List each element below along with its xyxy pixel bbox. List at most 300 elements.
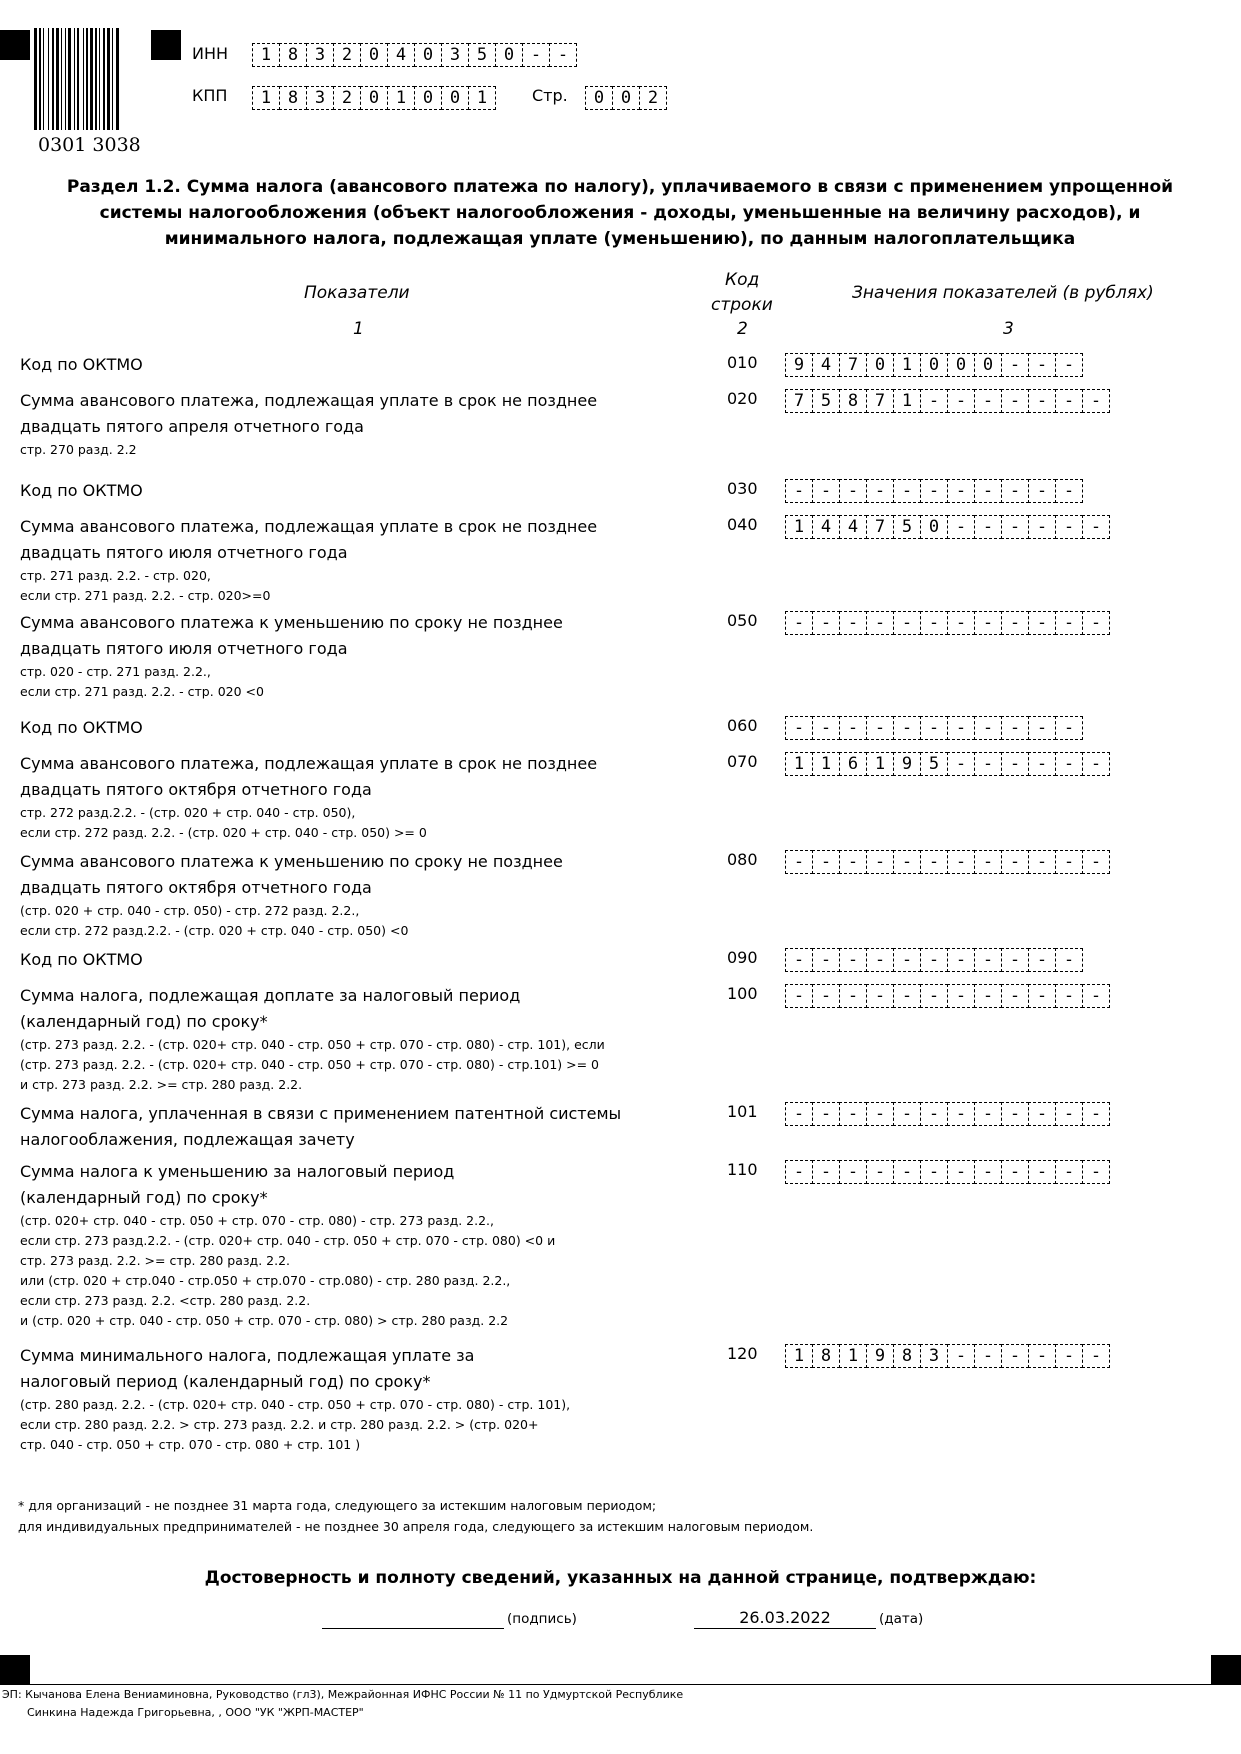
row-label: Сумма авансового платежа, подлежащая уплате в срок не позднее (20, 517, 598, 536)
digit-cell[interactable]: - (893, 611, 921, 635)
digit-cell[interactable]: - (839, 850, 867, 874)
digit-cell[interactable]: - (866, 850, 894, 874)
digit-cell[interactable]: - (974, 984, 1002, 1008)
digit-cell[interactable]: 7 (785, 389, 813, 413)
row-100 (20, 983, 660, 1095)
digit-cell[interactable]: 1 (812, 752, 840, 776)
digit-cell[interactable]: - (1001, 984, 1029, 1008)
row-code: 040 (727, 515, 758, 534)
row-code: 070 (727, 752, 758, 771)
inn-label: ИНН (192, 44, 229, 63)
digit-cell[interactable]: - (1028, 1160, 1056, 1184)
digit-cell[interactable]: - (920, 716, 948, 740)
inn-cells (252, 43, 576, 67)
digit-cell[interactable]: - (947, 984, 975, 1008)
digit-cell[interactable]: 2 (333, 86, 361, 110)
digit-cell[interactable]: - (839, 984, 867, 1008)
barcode (34, 28, 146, 140)
digit-cell[interactable]: 1 (252, 86, 280, 110)
footnote-line: * для организаций - не позднее 31 марта года, следующего за истекшим налоговым периодом; (18, 1498, 657, 1513)
row-formula-note: стр. 272 разд.2.2. - (стр. 020 + стр. 040 - стр. 050), (20, 805, 356, 820)
corner-marker-bottom-left (0, 1655, 30, 1685)
digit-cell[interactable]: - (1001, 1160, 1029, 1184)
digit-cell[interactable]: - (1028, 479, 1056, 503)
digit-cell[interactable]: 9 (785, 353, 813, 377)
digit-cell[interactable]: 8 (839, 389, 867, 413)
row-label: Сумма налога к уменьшению за налоговый период (20, 1162, 455, 1181)
digit-cell[interactable]: - (839, 479, 867, 503)
digit-cell[interactable]: - (947, 515, 975, 539)
digit-cell[interactable]: - (947, 1102, 975, 1126)
digit-cell[interactable]: 5 (893, 515, 921, 539)
digit-cell[interactable]: - (920, 1102, 948, 1126)
digit-cell[interactable]: 7 (866, 515, 894, 539)
row-code: 010 (727, 353, 758, 372)
digit-cell[interactable]: 0 (495, 43, 523, 67)
digit-cell[interactable]: - (1001, 752, 1029, 776)
digit-cell[interactable]: - (1028, 389, 1056, 413)
row-formula-note: (стр. 273 разд. 2.2. - (стр. 020+ стр. 040 - стр. 050 + стр. 070 - стр. 080) - стр.101) >= 0 (20, 1057, 599, 1072)
corner-marker-top-left (0, 30, 30, 60)
digit-cell[interactable]: - (920, 850, 948, 874)
digit-cell[interactable]: - (1082, 752, 1110, 776)
row-formula-note: (стр. 280 разд. 2.2. - (стр. 020+ стр. 040 - стр. 050 + стр. 070 - стр. 080) - стр. 101), (20, 1397, 571, 1412)
digit-cell[interactable]: - (1001, 1344, 1029, 1368)
digit-cell[interactable]: 2 (639, 86, 667, 110)
value-cells-010 (785, 353, 1082, 377)
digit-cell[interactable]: 7 (866, 389, 894, 413)
barcode-bar (116, 28, 119, 130)
digit-cell[interactable]: - (1055, 948, 1083, 972)
row-label: двадцать пятого июля отчетного года (20, 543, 348, 562)
row-code: 100 (727, 984, 758, 1003)
digit-cell[interactable]: - (785, 984, 813, 1008)
column-header-indicators: Показатели (304, 283, 410, 303)
digit-cell[interactable]: 4 (812, 515, 840, 539)
row-formula-note: если стр. 273 разд. 2.2. <стр. 280 разд. 2.2. (20, 1293, 311, 1308)
digit-cell[interactable]: - (974, 1160, 1002, 1184)
digit-cell[interactable]: - (1055, 515, 1083, 539)
digit-cell[interactable]: - (1082, 984, 1110, 1008)
digit-cell[interactable]: 0 (414, 43, 442, 67)
barcode-bar (68, 28, 71, 130)
digit-cell[interactable]: 1 (252, 43, 280, 67)
digit-cell[interactable]: - (1028, 353, 1056, 377)
digit-cell[interactable]: 0 (866, 353, 894, 377)
value-cells-070 (785, 752, 1109, 776)
digit-cell[interactable]: 3 (441, 43, 469, 67)
digit-cell[interactable]: - (812, 1160, 840, 1184)
barcode-bar (56, 28, 59, 130)
value-cells-030 (785, 479, 1082, 503)
row-formula-note: если стр. 271 разд. 2.2. - стр. 020>=0 (20, 588, 271, 603)
digit-cell[interactable]: - (1055, 850, 1083, 874)
digit-cell[interactable]: - (1055, 716, 1083, 740)
digit-cell[interactable]: 0 (612, 86, 640, 110)
digit-cell[interactable]: 0 (360, 43, 388, 67)
barcode-bar (95, 28, 97, 130)
digit-cell[interactable]: - (1001, 948, 1029, 972)
digit-cell[interactable]: 9 (866, 1344, 894, 1368)
row-label: Сумма авансового платежа, подлежащая уплате в срок не позднее (20, 391, 598, 410)
digit-cell[interactable]: - (1055, 611, 1083, 635)
digit-cell[interactable]: 1 (785, 515, 813, 539)
date-field[interactable] (694, 1608, 876, 1629)
digit-cell[interactable]: - (1082, 611, 1110, 635)
section-title-line: минимального налога, подлежащая уплате (уменьшению), по данным налогоплательщика (164, 229, 1076, 249)
digit-cell[interactable]: 1 (785, 752, 813, 776)
footnote (18, 1495, 813, 1537)
digit-cell[interactable]: 3 (306, 86, 334, 110)
digit-cell[interactable]: - (1055, 1160, 1083, 1184)
digit-cell[interactable]: - (893, 948, 921, 972)
date-value: 26.03.2022 (739, 1608, 831, 1627)
row-label: (календарный год) по сроку* (20, 1188, 268, 1207)
digit-cell[interactable]: - (839, 948, 867, 972)
digit-cell[interactable]: - (947, 850, 975, 874)
digit-cell[interactable]: - (974, 1102, 1002, 1126)
barcode-bar (39, 28, 41, 130)
digit-cell[interactable]: - (1028, 850, 1056, 874)
digit-cell[interactable]: - (893, 479, 921, 503)
row-label: (календарный год) по сроку* (20, 1012, 268, 1031)
digit-cell[interactable]: 3 (306, 43, 334, 67)
digit-cell[interactable]: 1 (387, 86, 415, 110)
digit-cell[interactable]: 1 (893, 353, 921, 377)
section-title-line: системы налогообложения (объект налогообложения - доходы, уменьшенные на величину расходов), и (99, 203, 1141, 223)
digit-cell[interactable]: - (866, 716, 894, 740)
digit-cell[interactable]: - (812, 611, 840, 635)
digit-cell[interactable]: - (1082, 515, 1110, 539)
digit-cell[interactable]: - (1001, 611, 1029, 635)
row-080 (20, 849, 660, 941)
digit-cell[interactable]: - (893, 984, 921, 1008)
row-code: 120 (727, 1344, 758, 1363)
digit-cell[interactable]: - (785, 1160, 813, 1184)
row-090 (20, 947, 660, 973)
row-label: Сумма налога, уплаченная в связи с применением патентной системы (20, 1104, 622, 1123)
row-label: двадцать пятого октября отчетного года (20, 780, 372, 799)
digit-cell[interactable]: - (893, 1160, 921, 1184)
row-label: Сумма авансового платежа к уменьшению по сроку не позднее (20, 613, 563, 632)
digit-cell[interactable]: - (1028, 1344, 1056, 1368)
digit-cell[interactable]: 9 (893, 752, 921, 776)
esign-line-2: Синкина Надежда Григорьевна, , ООО "УК "ЖРП-МАСТЕР" (27, 1706, 364, 1719)
digit-cell[interactable]: - (974, 515, 1002, 539)
digit-cell[interactable]: - (947, 948, 975, 972)
digit-cell[interactable]: - (522, 43, 550, 67)
row-060 (20, 715, 660, 741)
row-formula-note: стр. 020 - стр. 271 разд. 2.2., (20, 664, 211, 679)
digit-cell[interactable]: - (866, 1160, 894, 1184)
digit-cell[interactable]: - (866, 479, 894, 503)
digit-cell[interactable]: - (1055, 984, 1083, 1008)
digit-cell[interactable]: - (839, 611, 867, 635)
row-label: Сумма авансового платежа, подлежащая уплате в срок не позднее (20, 754, 598, 773)
barcode-bar (48, 28, 49, 130)
confirmation-text: Достоверность и полноту сведений, указанных на данной странице, подтверждаю: (204, 1568, 1037, 1588)
value-cells-050 (785, 611, 1109, 635)
barcode-bar (107, 28, 110, 130)
digit-cell[interactable]: 6 (839, 752, 867, 776)
digit-cell[interactable]: - (1028, 1102, 1056, 1126)
digit-cell[interactable]: - (974, 611, 1002, 635)
row-code: 101 (727, 1102, 758, 1121)
row-code: 030 (727, 479, 758, 498)
digit-cell[interactable]: - (920, 479, 948, 503)
digit-cell[interactable]: - (1082, 850, 1110, 874)
row-code: 050 (727, 611, 758, 630)
row-label: Код по ОКТМО (20, 950, 143, 969)
digit-cell[interactable]: - (812, 479, 840, 503)
value-cells-100 (785, 984, 1109, 1008)
row-formula-note: (стр. 273 разд. 2.2. - (стр. 020+ стр. 040 - стр. 050 + стр. 070 - стр. 080) - стр. 101), если (20, 1037, 605, 1052)
page-label: Стр. (532, 86, 568, 105)
digit-cell[interactable]: 0 (585, 86, 613, 110)
digit-cell[interactable]: 1 (866, 752, 894, 776)
digit-cell[interactable]: - (785, 479, 813, 503)
row-050 (20, 610, 660, 702)
digit-cell[interactable]: - (1001, 850, 1029, 874)
digit-cell[interactable]: - (1001, 1102, 1029, 1126)
digit-cell[interactable]: - (893, 716, 921, 740)
digit-cell[interactable]: 1 (893, 389, 921, 413)
row-formula-note: если стр. 272 разд.2.2. - (стр. 020 + стр. 040 - стр. 050) <0 (20, 923, 409, 938)
digit-cell[interactable]: 5 (920, 752, 948, 776)
barcode-bar (77, 28, 79, 130)
digit-cell[interactable]: 8 (812, 1344, 840, 1368)
digit-cell[interactable]: - (1082, 1102, 1110, 1126)
row-formula-note: если стр. 271 разд. 2.2. - стр. 020 <0 (20, 684, 264, 699)
digit-cell[interactable]: - (893, 1102, 921, 1126)
digit-cell[interactable]: - (785, 1102, 813, 1126)
esign-divider (0, 1684, 1241, 1685)
corner-marker-bottom-right (1211, 1655, 1241, 1685)
value-cells-060 (785, 716, 1082, 740)
esign-line-1: ЭП: Кычанова Елена Вениаминовна, Руководство (гл3), Межрайонная ИФНС России № 11 по Удмуртской Республике (2, 1688, 684, 1701)
digit-cell[interactable]: - (1082, 1160, 1110, 1184)
digit-cell[interactable]: - (839, 1160, 867, 1184)
row-label: Код по ОКТМО (20, 481, 143, 500)
digit-cell[interactable]: - (1001, 479, 1029, 503)
digit-cell[interactable]: 2 (333, 43, 361, 67)
digit-cell[interactable]: - (1055, 752, 1083, 776)
digit-cell[interactable]: - (1028, 611, 1056, 635)
row-label: Сумма авансового платежа к уменьшению по сроку не позднее (20, 852, 563, 871)
digit-cell[interactable]: - (1028, 948, 1056, 972)
digit-cell[interactable]: - (1055, 389, 1083, 413)
row-070 (20, 751, 660, 843)
digit-cell[interactable]: - (1055, 479, 1083, 503)
value-cells-020 (785, 389, 1109, 413)
digit-cell[interactable]: - (785, 948, 813, 972)
row-code: 090 (727, 948, 758, 967)
digit-cell[interactable]: 0 (441, 86, 469, 110)
row-label: налогооблажения, подлежащая зачету (20, 1130, 355, 1149)
digit-cell[interactable]: - (812, 984, 840, 1008)
digit-cell[interactable]: - (974, 389, 1002, 413)
kpp-cells (252, 86, 495, 110)
digit-cell[interactable]: - (785, 716, 813, 740)
digit-cell[interactable]: - (947, 611, 975, 635)
row-020 (20, 388, 660, 460)
digit-cell[interactable]: - (947, 752, 975, 776)
digit-cell[interactable]: - (1001, 716, 1029, 740)
digit-cell[interactable]: 0 (360, 86, 388, 110)
corner-marker-top-right (151, 30, 181, 60)
digit-cell[interactable]: - (974, 752, 1002, 776)
barcode-bar (112, 28, 113, 130)
digit-cell[interactable]: - (1082, 389, 1110, 413)
digit-cell[interactable]: - (974, 479, 1002, 503)
barcode-bar (43, 28, 44, 130)
digit-cell[interactable]: - (1028, 716, 1056, 740)
row-formula-note: если стр. 280 разд. 2.2. > стр. 273 разд. 2.2. и стр. 280 разд. 2.2. > (стр. 020+ (20, 1417, 539, 1432)
column-number-1: 1 (353, 319, 364, 339)
footnote-line: для индивидуальных предпринимателей - не позднее 30 апреля года, следующего за истекшим налоговым периодом. (18, 1519, 814, 1534)
barcode-bar (99, 28, 100, 130)
digit-cell[interactable]: 1 (839, 1344, 867, 1368)
digit-cell[interactable]: - (1082, 1344, 1110, 1368)
digit-cell[interactable]: - (920, 611, 948, 635)
digit-cell[interactable]: - (947, 1344, 975, 1368)
row-formula-note: стр. 271 разд. 2.2. - стр. 020, (20, 568, 211, 583)
digit-cell[interactable]: 0 (920, 515, 948, 539)
row-label: двадцать пятого июля отчетного года (20, 639, 348, 658)
digit-cell[interactable]: - (785, 850, 813, 874)
digit-cell[interactable]: - (1028, 515, 1056, 539)
digit-cell[interactable]: - (1001, 353, 1029, 377)
digit-cell[interactable]: - (920, 1160, 948, 1184)
digit-cell[interactable]: - (866, 984, 894, 1008)
digit-cell[interactable]: - (1028, 752, 1056, 776)
digit-cell[interactable]: 4 (839, 515, 867, 539)
barcode-bar (61, 28, 62, 130)
value-cells-090 (785, 948, 1082, 972)
row-110 (20, 1159, 660, 1331)
row-040 (20, 514, 660, 606)
page-cells (585, 86, 666, 110)
kpp-label: КПП (192, 86, 228, 105)
row-formula-note: стр. 270 разд. 2.2 (20, 442, 137, 457)
digit-cell[interactable]: - (974, 1344, 1002, 1368)
column-number-2: 2 (737, 319, 748, 339)
digit-cell[interactable]: - (812, 716, 840, 740)
column-header-code-1: Код (725, 270, 760, 290)
digit-cell[interactable]: 8 (893, 1344, 921, 1368)
barcode-bar (65, 28, 66, 130)
digit-cell[interactable]: - (812, 1102, 840, 1126)
digit-cell[interactable]: - (947, 389, 975, 413)
row-formula-note: или (стр. 020 + стр.040 - стр.050 + стр.070 - стр.080) - стр. 280 разд. 2.2., (20, 1273, 511, 1288)
digit-cell[interactable]: - (785, 611, 813, 635)
value-cells-120 (785, 1344, 1109, 1368)
row-label: Код по ОКТМО (20, 718, 143, 737)
digit-cell[interactable]: - (1055, 1102, 1083, 1126)
digit-cell[interactable]: - (1055, 1344, 1083, 1368)
barcode-bar (86, 28, 88, 130)
digit-cell[interactable]: 7 (839, 353, 867, 377)
digit-cell[interactable]: - (812, 948, 840, 972)
digit-cell[interactable]: - (974, 948, 1002, 972)
digit-cell[interactable]: 0 (414, 86, 442, 110)
digit-cell[interactable]: 4 (812, 353, 840, 377)
digit-cell[interactable]: - (920, 389, 948, 413)
digit-cell[interactable]: - (839, 1102, 867, 1126)
digit-cell[interactable]: 8 (279, 43, 307, 67)
column-number-3: 3 (1003, 319, 1014, 339)
digit-cell[interactable]: 1 (785, 1344, 813, 1368)
digit-cell[interactable]: 5 (468, 43, 496, 67)
row-formula-note: если стр. 273 разд.2.2. - (стр. 020+ стр. 040 - стр. 050 + стр. 070 - стр. 080) <0 и (20, 1233, 556, 1248)
barcode-bar (74, 28, 75, 130)
digit-cell[interactable]: 3 (920, 1344, 948, 1368)
value-cells-040 (785, 515, 1109, 539)
digit-cell[interactable]: - (866, 611, 894, 635)
digit-cell[interactable]: 0 (947, 353, 975, 377)
row-030 (20, 478, 660, 504)
row-label: Код по ОКТМО (20, 355, 143, 374)
date-label: (дата) (879, 1611, 924, 1627)
digit-cell[interactable]: - (920, 948, 948, 972)
digit-cell[interactable]: - (812, 850, 840, 874)
barcode-number: 0301 3038 (38, 134, 141, 156)
digit-cell[interactable]: - (947, 479, 975, 503)
row-101 (20, 1101, 660, 1153)
digit-cell[interactable]: - (947, 716, 975, 740)
digit-cell[interactable]: - (866, 1102, 894, 1126)
digit-cell[interactable]: - (1001, 515, 1029, 539)
digit-cell[interactable]: 5 (812, 389, 840, 413)
signature-line[interactable] (322, 1610, 504, 1629)
digit-cell[interactable]: - (974, 716, 1002, 740)
barcode-bar (90, 28, 93, 130)
digit-cell[interactable]: - (839, 716, 867, 740)
column-header-values: Значения показателей (в рублях) (852, 283, 1154, 303)
row-label: двадцать пятого апреля отчетного года (20, 417, 364, 436)
row-formula-note: и стр. 273 разд. 2.2. >= стр. 280 разд. 2.2. (20, 1077, 303, 1092)
row-formula-note: и (стр. 020 + стр. 040 - стр. 050 + стр. 070 - стр. 080) > стр. 280 разд. 2.2 (20, 1313, 509, 1328)
value-cells-101 (785, 1102, 1109, 1126)
section-title-line: Раздел 1.2. Сумма налога (авансового платежа по налогу), уплачиваемого в связи с применением упрощенной (66, 177, 1174, 197)
digit-cell[interactable]: 4 (387, 43, 415, 67)
row-label: Сумма минимального налога, подлежащая уплате за (20, 1346, 475, 1365)
row-label: налоговый период (календарный год) по сроку* (20, 1372, 431, 1391)
digit-cell[interactable]: 1 (468, 86, 496, 110)
digit-cell[interactable]: - (893, 850, 921, 874)
row-formula-note: стр. 040 - стр. 050 + стр. 070 - стр. 080 + стр. 101 ) (20, 1437, 361, 1452)
digit-cell[interactable]: - (974, 850, 1002, 874)
digit-cell[interactable]: - (947, 1160, 975, 1184)
row-120 (20, 1343, 660, 1455)
digit-cell[interactable]: 8 (279, 86, 307, 110)
value-cells-080 (785, 850, 1109, 874)
digit-cell[interactable]: 0 (974, 353, 1002, 377)
row-code: 080 (727, 850, 758, 869)
row-label: двадцать пятого октября отчетного года (20, 878, 372, 897)
digit-cell[interactable]: - (549, 43, 577, 67)
digit-cell[interactable]: - (920, 984, 948, 1008)
barcode-bar (34, 28, 37, 130)
row-formula-note: если стр. 272 разд. 2.2. - (стр. 020 + стр. 040 - стр. 050) >= 0 (20, 825, 427, 840)
row-010 (20, 352, 660, 378)
digit-cell[interactable]: - (1028, 984, 1056, 1008)
row-formula-note: (стр. 020 + стр. 040 - стр. 050) - стр. 272 разд. 2.2., (20, 903, 360, 918)
digit-cell[interactable]: - (1001, 389, 1029, 413)
digit-cell[interactable]: - (866, 948, 894, 972)
digit-cell[interactable]: 0 (920, 353, 948, 377)
digit-cell[interactable]: - (1055, 353, 1083, 377)
